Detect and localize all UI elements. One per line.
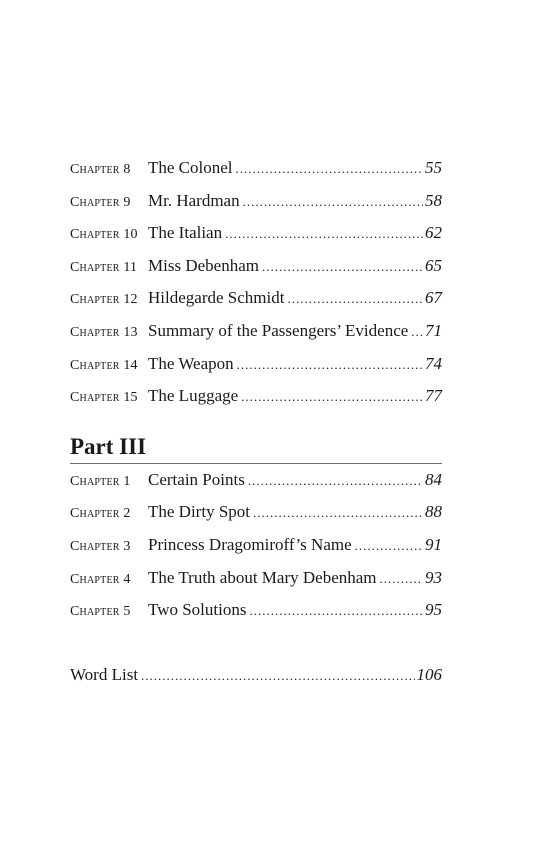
chapter-label: Chapter 2 xyxy=(70,506,131,522)
toc-entry-chapter-10[interactable] xyxy=(70,217,442,250)
part-3-chapter-list xyxy=(70,464,442,627)
chapter-title: The Truth about Mary Debenham xyxy=(148,567,377,587)
page-number: 77 xyxy=(425,386,442,406)
page-number: 65 xyxy=(425,255,442,275)
chapter-label: Chapter 15 xyxy=(70,390,138,406)
page-number: 67 xyxy=(425,288,442,308)
dot-leader xyxy=(249,595,423,628)
dot-leader xyxy=(236,153,423,186)
chapter-title: Miss Debenham xyxy=(148,255,259,275)
toc-entry-chapter-15[interactable] xyxy=(70,380,442,413)
chapter-label: Chapter 10 xyxy=(70,227,138,243)
page-number: 95 xyxy=(425,600,442,620)
part-2-chapter-list xyxy=(70,152,442,413)
toc-entry-part3-chapter-3[interactable] xyxy=(70,529,442,562)
toc-entry-chapter-14[interactable] xyxy=(70,348,442,381)
page-number: 84 xyxy=(425,469,442,489)
dot-leader xyxy=(262,251,423,284)
page-number: 74 xyxy=(425,353,442,373)
toc-entry-chapter-12[interactable] xyxy=(70,282,442,315)
page-number: 58 xyxy=(425,190,442,210)
toc-entry-part3-chapter-1[interactable] xyxy=(70,464,442,497)
dot-leader xyxy=(241,381,423,414)
chapter-label: Chapter 14 xyxy=(70,357,138,373)
dot-leader xyxy=(225,218,423,251)
chapter-label: Chapter 11 xyxy=(70,259,138,275)
page-number: 55 xyxy=(425,158,442,177)
dot-leader xyxy=(141,660,414,693)
dot-leader xyxy=(287,283,423,316)
dot-leader xyxy=(380,563,423,596)
chapter-label: Chapter 12 xyxy=(70,292,138,308)
chapter-title: The Italian xyxy=(148,223,223,243)
toc-entry-part3-chapter-4[interactable] xyxy=(70,562,442,595)
chapter-title: Certain Points xyxy=(148,469,245,489)
page-number: 106 xyxy=(416,664,442,684)
chapter-label: Chapter 1 xyxy=(70,473,131,489)
word-list-title: Word List xyxy=(70,664,139,684)
toc-entry-part3-chapter-2[interactable] xyxy=(70,496,442,529)
chapter-title: The Luggage xyxy=(148,386,239,406)
toc-entry-chapter-11[interactable] xyxy=(70,250,442,283)
table-of-contents xyxy=(70,152,442,691)
chapter-label: Chapter 13 xyxy=(70,324,138,340)
chapter-label: Chapter 9 xyxy=(70,194,131,210)
dot-leader xyxy=(248,465,423,498)
page-number: 71 xyxy=(425,320,442,340)
page-number: 62 xyxy=(425,223,442,243)
chapter-title: Hildegarde Schmidt xyxy=(148,288,285,308)
chapter-label: Chapter 5 xyxy=(70,604,131,620)
dot-leader xyxy=(253,497,423,530)
chapter-title: The Colonel xyxy=(148,158,233,177)
dot-leader xyxy=(243,186,423,219)
chapter-label: Chapter 8 xyxy=(70,162,131,177)
toc-entry-chapter-13[interactable] xyxy=(70,315,442,348)
chapter-title: Summary of the Passengers’ Evidence xyxy=(148,320,409,340)
toc-entry-word-list[interactable] xyxy=(70,659,442,692)
chapter-title: Mr. Hardman xyxy=(148,190,240,210)
chapter-label: Chapter 4 xyxy=(70,571,131,587)
chapter-title: Princess Dragomiroff’s Name xyxy=(148,534,352,554)
toc-entry-chapter-9[interactable] xyxy=(70,185,442,218)
dot-leader xyxy=(237,349,423,382)
page-number: 91 xyxy=(425,534,442,554)
part-3-heading: Part III xyxy=(70,434,442,464)
page-number: 88 xyxy=(425,502,442,522)
toc-entry-part3-chapter-5[interactable] xyxy=(70,594,442,627)
toc-entry-chapter-8[interactable] xyxy=(70,152,442,185)
chapter-title: The Weapon xyxy=(148,353,234,373)
dot-leader xyxy=(355,530,423,563)
chapter-title: Two Solutions xyxy=(148,600,247,620)
chapter-label: Chapter 3 xyxy=(70,538,131,554)
chapter-title: The Dirty Spot xyxy=(148,502,250,522)
page-number: 93 xyxy=(425,567,442,587)
dot-leader xyxy=(411,316,423,349)
